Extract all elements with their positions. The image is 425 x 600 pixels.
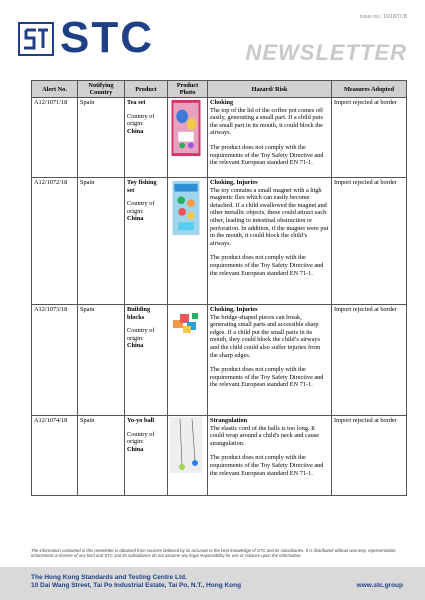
hazard-cell [208,416,332,496]
issue-number: Issue no.: 16/18/TCB [360,14,407,20]
stc-logo-icon [18,22,54,56]
hazard-text: The top of the lid of the coffee pot comes off easily, generating a small part. If a child puts the small part in its mouth, it could block the airways. [210,106,324,137]
product-cell [125,416,168,496]
header-alert-no: Alert No. [32,81,78,98]
notifying-country: Spain [78,98,125,178]
product-cell [125,98,168,178]
hazard-text: The bridge-shaped pieces can break, generating small parts and accessible sharp edges. If a child put the small parts in its mouth, they could block the child’s airways and the child could also suffer injuries from the sharp edges. [210,313,321,359]
hazard-cell [208,305,332,416]
measures-adopted: Import rejected at border [332,178,407,305]
header-product: Product [125,81,168,98]
hazard-title: Choking, Injuries [210,306,258,313]
product-photo-cell [168,98,208,178]
alert-no: A12/1073/18 [32,305,78,416]
hazard-title: Choking, Injuries [210,179,258,186]
origin-country: China [127,215,144,223]
hazard-cell [208,178,332,305]
hazard-title: Strangulation [210,417,248,424]
table-row [32,416,407,496]
product-photo-cell [168,305,208,416]
header-measures-adopted: Measures Adopted [332,81,407,98]
alert-no: A12/1072/18 [32,178,78,305]
table-row [32,98,407,178]
header-hazard-risk: Hazard/ Risk [208,81,332,98]
header-notifying-country: Notifying Country [78,81,125,98]
notifying-country: Spain [78,178,125,305]
compliance-text: The product does not comply with the requirements of the Toy Safety Directive and the relevant European standard EN 71-1. [210,254,324,277]
origin-label: Country of origin: [127,200,155,215]
product-name: Tea set [127,99,146,106]
logo-text: STC [60,13,154,62]
tea-set-photo [170,99,202,157]
table-row [32,178,407,305]
measures-adopted: Import rejected at border [332,305,407,416]
table-row [32,305,407,416]
product-photo-cell [168,178,208,305]
footer-company-block [31,574,241,590]
fishing-set-photo [170,179,202,237]
alerts-table [31,80,407,496]
hazard-title: Choking [210,99,234,106]
hazard-text: The toy contains a small magnet with a high magnetic flux which can easily become detached. If a child swallowed the magnet and other metallic objects, these could attract each other, leading to intestinal obstruction or perforation. In addition, if the magnet were put in the mouth, it could block the child’s airways. [210,186,329,247]
product-name: Yo-yo ball [127,417,155,424]
company-address: 10 Dai Wang Street, Tai Po Industrial Estate, Tai Po, N.T., Hong Kong [31,582,242,589]
origin-country: China [127,127,144,135]
hazard-text: The elastic cord of the balls is too long. It could wrap around a child's neck and cause strangulation. [210,424,320,447]
origin-label: Country of origin: [127,327,155,342]
notifying-country: Spain [78,416,125,496]
disclaimer: The information contained in this newsletter is obtained from sources believed by its accurate to the best knowledge of STC and its subsidiaries. It is distributed without warranty, representation, inducement or license of any kind and STC and its subsidiaries do not assume any legal responsibility for use or reliance upon the information. [31,548,397,559]
building-blocks-photo [170,306,202,338]
product-name: Building blocks [127,306,151,321]
compliance-text: The product does not comply with the requirements of the Toy Safety Directive and the relevant European standard EN 71-1. [210,454,324,477]
measures-adopted: Import rejected at border [332,416,407,496]
table-header-row [32,81,407,98]
origin-country: China [127,445,144,453]
newsletter-title: NEWSLETTER [245,40,407,65]
hazard-cell [208,98,332,178]
product-cell [125,178,168,305]
product-cell [125,305,168,416]
alert-no: A12/1074/18 [32,416,78,496]
yo-yo-ball-photo [170,417,202,473]
notifying-country: Spain [78,305,125,416]
origin-label: Country of origin: [127,430,155,446]
product-name: Toy fishing set [127,179,157,194]
compliance-text: The product does not comply with the requirements of the Toy Safety Directive and the relevant European standard EN 71-1. [210,366,324,389]
website-link[interactable]: www.stc.group [356,582,403,589]
compliance-text: The product does not comply with the requirements of the Toy Safety Directive and the relevant European standard EN 71-1. [210,143,324,167]
product-photo-cell [168,416,208,496]
measures-adopted: Import rejected at border [332,98,407,178]
alert-no: A12/1071/18 [32,98,78,178]
origin-country: China [127,342,144,350]
header [0,0,425,80]
origin-label: Country of origin: [127,112,155,128]
company-name: The Hong Kong Standards and Testing Centre Ltd. [31,574,187,581]
header-product-photo: Product Photo [168,81,208,98]
